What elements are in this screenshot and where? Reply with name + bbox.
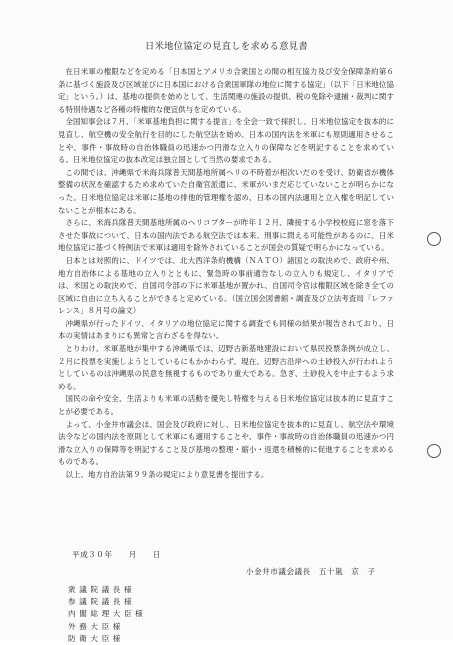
document-title: 日米地位協定の見直しを求める意見書 — [145, 41, 308, 52]
document-body — [58, 66, 394, 482]
body-paragraph: 在日米軍の権限などを定める「日本国とアメリカ合衆国との間の相互協力及び安全保障条約第６条に基づく施設及び区域並びに日本国における合衆国軍隊の地位に関する協定」（以下「日米地位協定」という。）は、基地の提供を始めとして、生活関連の施設の提供、税の免除や逮捕・裁判に関する特別待遇など各種の特権的な便宜供与を定めている。 — [58, 67, 394, 114]
body-paragraph: 全国知事会は７月、「米軍基地負担に関する提言」を全会一致で採択し、日米地位協定を抜本的に見直し、航空機の安全航行を目的にした航空法を始め、日本の国内法を米軍にも原則適用させることや、事件・事故時の自治体職員の迅速かつ円滑な立入りの保障などを明記することを求めている。日米地位協定の抜本改定は独立国として当然の要求である。 — [58, 117, 394, 165]
body-paragraph: 沖縄県が行ったドイツ、イタリアの地位協定に関する調査でも同様の結果が報告されており、日本の実情はあまりにも異常と言わざるを得ない。 — [58, 318, 394, 341]
recipient-item: 外務大臣様 — [68, 621, 124, 631]
document-sender: 小金井市議会議長 五十嵐 京 子 — [246, 567, 376, 576]
recipient-item: 参議院議長様 — [68, 597, 136, 607]
body-paragraph: 日本とは対照的に、ドイツでは、北大西洋条約機構（ＮＡＴＯ）諸国との取決めで、政府や州、地方自治体による基地の立入りとともに、緊急時の事前通告なしの立入りも規定し、イタリアでは、米国との取決めで、自国司令部の下に米軍基地が置かれ、自国司令官は権限区域を除き全ての区域に自由に立ち入ることができると定めている。（国立国会図書館・調査及び立法考査局「レファレンス」８月号の論文） — [58, 255, 394, 316]
body-paragraph: さらに、米海兵隊普天間基地所属のヘリコプターが昨年１２月、隣接する小学校校庭に窓を落下させた事故について、日本の国内法である航空法では本来、刑事に問える可能性があるのに、日米地位協定に基づく特例法で米軍は適用を除外されていることが国会の質疑で明らかになっている。 — [58, 218, 394, 253]
binder-hole-top — [427, 232, 441, 246]
recipient-item: 防衛大臣様 — [68, 633, 124, 643]
body-paragraph: よって、小金井市議会は、国会及び政府に対し、日米地位協定を抜本的に見直し、航空法や環境法令などの国内法を原則として米軍にも適用することや、事件・事故時の自治体職員の迅速かつ円滑な立入りの保障等を明記すること及び基地の整理・縮小・返還を積極的に促進することを求めるものである。 — [58, 419, 394, 467]
recipient-list — [68, 584, 146, 645]
document-date: 平成３０年 月 日 — [72, 550, 162, 559]
body-paragraph: 国民の命や安全、生活よりも米軍の活動を優先し特権を与える日米地位協定は抜本的に見直すことが必要である。 — [58, 394, 394, 417]
body-paragraph: この間では、沖縄県で米海兵隊普天間基地所属ヘリの不時着が相次いだのを受け、防衛省が機体整備の状況を確認するため求めていた自衛官派遣に、米軍がいまだ応じていないことが明らかになった。日米地位協定は米軍に基地の排他的管理権を認め、日本の国内法適用と立入権を明記していないことが根本にある。 — [58, 167, 394, 215]
body-paragraph: 以上、地方自治法第９９条の規定により意見書を提出する。 — [65, 470, 269, 479]
recipient-item: 内閣総理大臣様 — [68, 609, 147, 619]
recipient-item: 衆議院議長様 — [68, 585, 136, 594]
binder-hole-bottom — [427, 444, 441, 458]
body-paragraph: とりわけ、米軍基地が集中する沖縄県では、辺野古新基地建設において県民投票条例が成立し、２月に投票を実施しようとしているにもかかわらず、現在、辺野古沿岸への土砂投入が行われようとしているのは沖縄県の民意を無視するものであり重大である。急ぎ、土砂投入を中止するよう求める。 — [58, 344, 394, 391]
